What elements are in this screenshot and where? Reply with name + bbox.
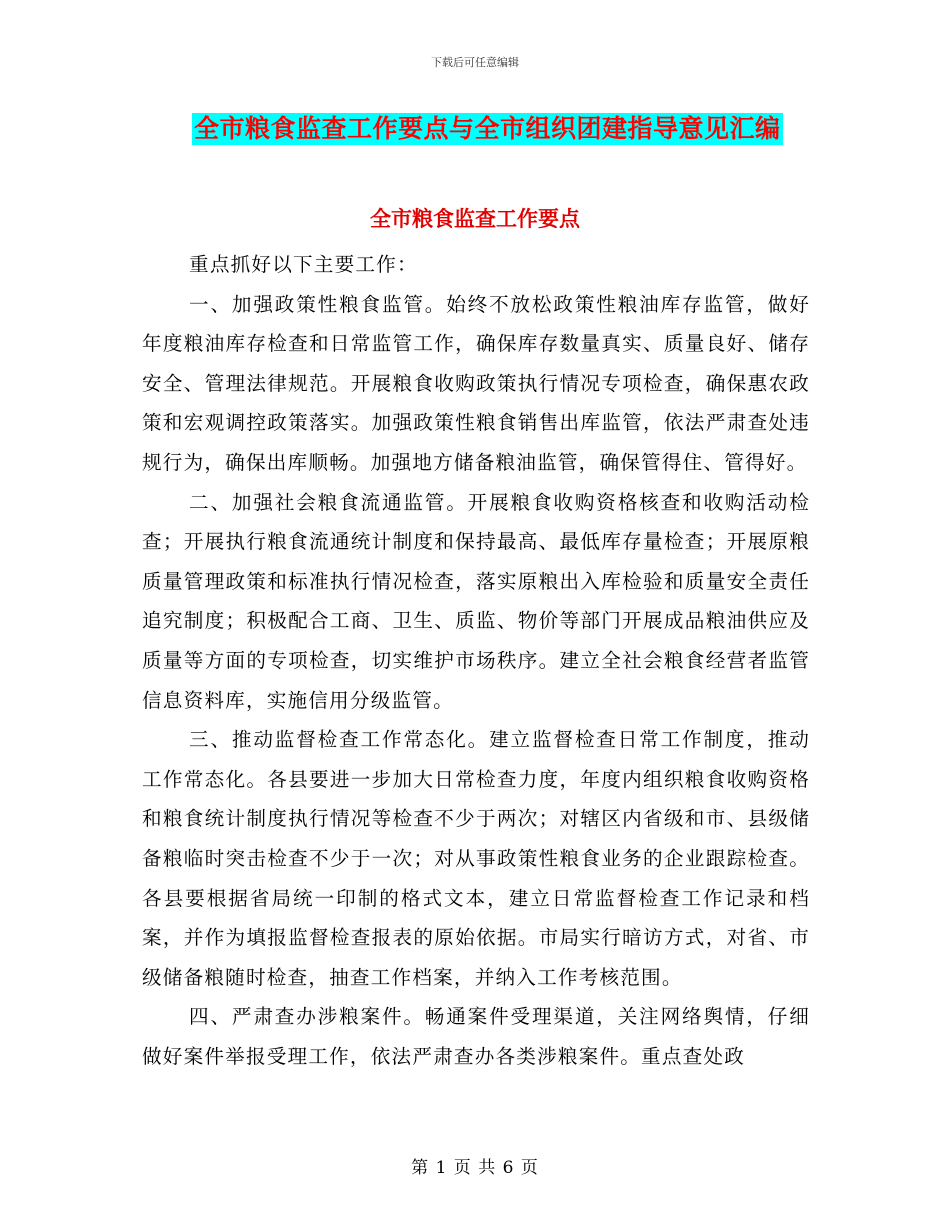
section-title: 全市粮食监查工作要点 <box>370 207 580 231</box>
body-paragraph: 四、严肃查办涉粮案件。畅通案件受理渠道，关注网络舆情，仔细做好案件举报受理工作，依法严肃查办各类涉粮案件。重点查处政 <box>142 1005 810 1068</box>
body-paragraph: 二、加强社会粮食流通监管。开展粮食收购资格核查和收购活动检查；开展执行粮食流通统计制度和保持最高、最低库存量检查；开展原粮质量管理政策和标准执行情况检查，落实原粮出入库检验和质量安全责任追究制度；积极配合工商、卫生、质监、物价等部门开展成品粮油供应及质量等方面的专项检查，切实维护市场秩序。建立全社会粮食经营者监管信息资料库，实施信用分级监管。 <box>142 490 810 712</box>
document-title: 全市粮食监查工作要点与全市组织团建指导意见汇编 <box>194 114 781 143</box>
body-paragraph: 一、加强政策性粮食监管。始终不放松政策性粮油库存监管，做好年度粮油库存检查和日常监管工作，确保库存数量真实、质量良好、储存安全、管理法律规范。开展粮食收购政策执行情况专项检查，确保惠农政策和宏观调控政策落实。加强政策性粮食销售出库监管，依法严肃查处违规行为，确保出库顺畅。加强地方储备粮油监管，确保管得住、管得好。 <box>142 292 810 474</box>
page-number: 第 1 页 共 6 页 <box>411 1158 539 1178</box>
body-paragraph: 重点抓好以下主要工作： <box>189 253 418 276</box>
body-paragraph: 三、推动监督检查工作常态化。建立监督检查日常工作制度，推动工作常态化。各县要进一步加大日常检查力度，年度内组织粮食收购资格和粮食统计制度执行情况等检查不少于两次；对辖区内省级和市、县级储备粮临时突击检查不少于一次；对从事政策性粮食业务的企业跟踪检查。各县要根据省局统一印制的格式文本，建立日常监督检查工作记录和档案，并作为填报监督检查报表的原始依据。市局实行暗访方式，对省、市级储备粮随时检查，抽查工作档案，并纳入工作考核范围。 <box>142 728 810 989</box>
document-body <box>142 245 810 1076</box>
header-note: 下载后可任意编辑 <box>431 56 519 69</box>
